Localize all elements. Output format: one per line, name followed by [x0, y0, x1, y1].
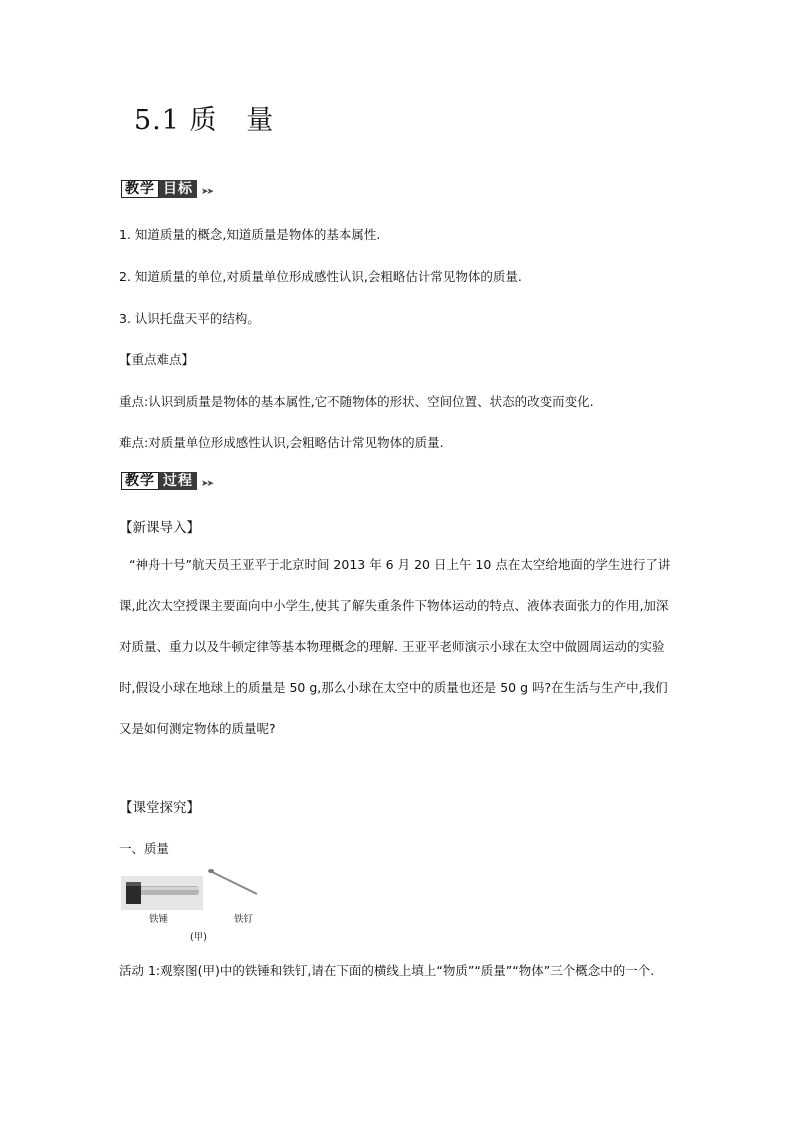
hammer-label: 铁锤: [149, 914, 169, 925]
badge-right-text: 过程: [159, 472, 197, 490]
nail-label: 铁钉: [234, 914, 254, 925]
goal-3: 3. 认识托盘天平的结构。: [119, 311, 260, 326]
badge-right-text: 目标: [159, 180, 197, 198]
goal-2: 2. 知道质量的单位,对质量单位形成感性认识,会粗略估计常见物体的质量.: [119, 269, 522, 284]
key-point-focus: 重点:认识到质量是物体的基本属性,它不随物体的形状、空间位置、状态的改变而变化.: [119, 394, 594, 409]
double-arrow-icon: ➤➤: [201, 479, 213, 489]
goal-1: 1. 知道质量的概念,知道质量是物体的基本属性.: [119, 227, 381, 242]
nail-image: [207, 868, 259, 896]
activity-1: 活动 1:观察图(甲)中的铁锤和铁钉,请在下面的横线上填上“物质”“质量”“物体”三个概念中的一个.: [119, 963, 655, 978]
double-arrow-icon: ➤➤: [201, 187, 213, 197]
teaching-goals-badge: [121, 180, 212, 198]
hammer-image: [121, 876, 203, 910]
badge-left-text: 教学: [121, 472, 159, 490]
figure-caption: (甲): [190, 932, 207, 943]
explore-heading: 【课堂探究】: [119, 800, 200, 816]
intro-heading: 【新课导入】: [119, 520, 200, 536]
key-point-difficulty: 难点:对质量单位形成感性认识,会粗略估计常见物体的质量.: [119, 435, 444, 450]
key-points-heading: 【重点难点】: [119, 352, 195, 367]
page-title: 5.1 质 量: [134, 105, 275, 136]
intro-text: “神舟十号”航天员王亚平于北京时间 2013 年 6 月 20 日上午 10 点在太空给地面的学生进行了讲课,此次太空授课主要面向中小学生,使其了解失重条件下物体运动的特点、液体表面张力的作用,加深对质量、重力以及牛顿定律等基本物理概念的理解. 王亚平老师演示小球在太空中做圆周运动的实验时,假设小球在地球上的质量是 50 g,那么小球在太空中的质量也还是 50 g 吗?在生活与生产中,我们又是如何测定物体的质量呢?: [119, 557, 671, 736]
teaching-process-badge: [121, 472, 212, 490]
badge-left-text: 教学: [121, 180, 159, 198]
intro-paragraph: [119, 544, 679, 749]
section-mass-heading: 一、质量: [119, 841, 170, 856]
